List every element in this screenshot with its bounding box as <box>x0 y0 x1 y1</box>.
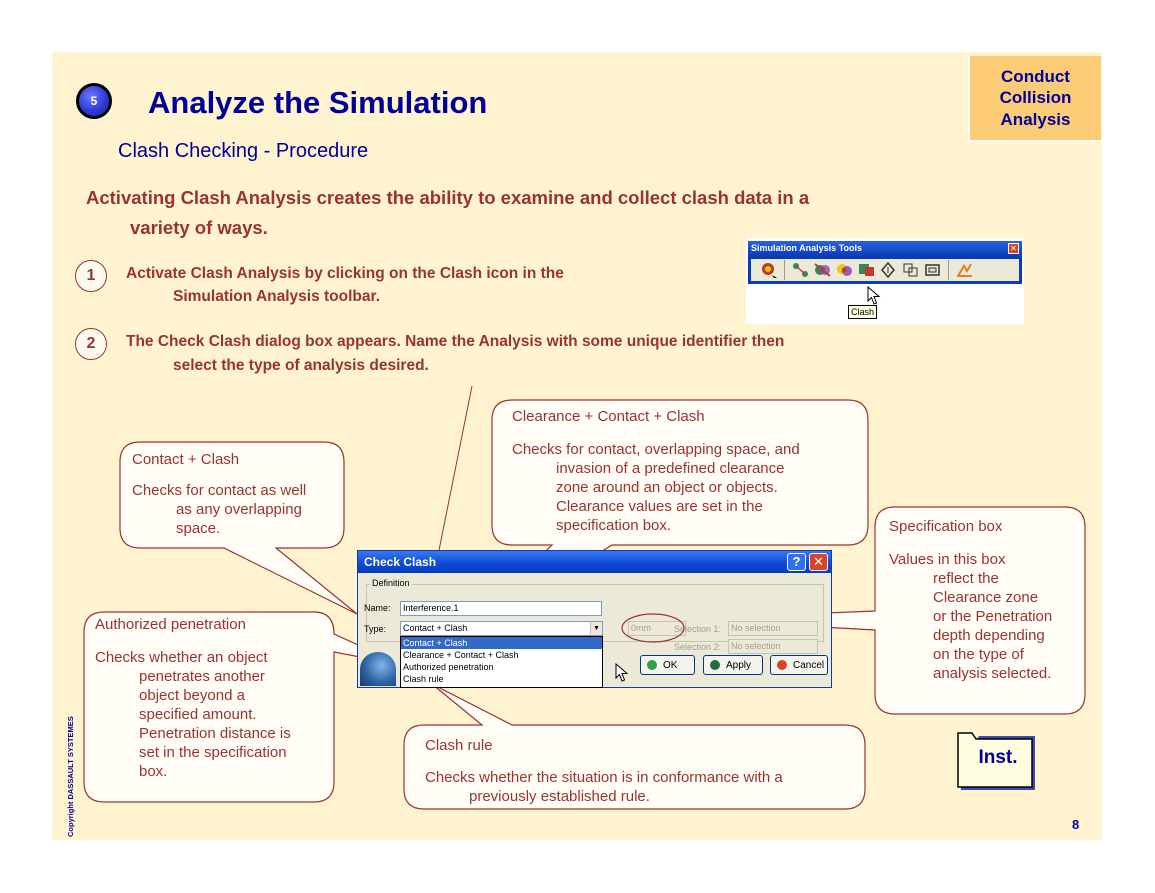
callout-title: Authorized penetration <box>95 616 246 633</box>
check-clash-dialog <box>357 550 832 688</box>
slide <box>52 52 1102 840</box>
intro-text: variety of ways. <box>130 217 268 238</box>
ok-icon <box>647 660 657 670</box>
topic-tag-line: Collision <box>999 88 1072 108</box>
callout-line: set in the specification <box>139 744 287 761</box>
chevron-down-icon[interactable]: ▼ <box>590 622 602 635</box>
apply-label: Apply <box>726 659 752 671</box>
callout-line: previously established rule. <box>469 788 650 805</box>
toolbar-title: Simulation Analysis Tools <box>751 243 863 253</box>
callout-line: analysis selected. <box>933 665 1052 682</box>
callout-line: Clearance values are set in the <box>556 498 763 515</box>
selection1-label: Selection 1: <box>674 624 722 634</box>
callout-line: Penetration distance is <box>139 725 291 742</box>
callout-title: Specification box <box>889 518 1003 535</box>
step-number: 2 <box>75 328 107 360</box>
step-badge: 5 <box>76 83 112 119</box>
callout-line: Clearance zone <box>933 589 1039 606</box>
callout-line: Checks whether the situation is in conformance with a <box>425 769 783 786</box>
cancel-button[interactable] <box>770 655 828 675</box>
callout-line: Checks for contact, overlapping space, and <box>512 441 800 458</box>
callout-line: penetrates another <box>139 668 265 685</box>
step-text: select the type of analysis desired. <box>173 357 429 374</box>
callout-body <box>132 481 342 538</box>
callout-line: zone around an object or objects. <box>556 479 778 496</box>
page-subtitle: Clash Checking - Procedure <box>118 140 369 162</box>
copyright-text: Copyright DASSAULT SYSTEMES <box>66 716 75 837</box>
help-icon[interactable]: ? <box>787 553 806 571</box>
ok-label: OK <box>663 659 678 671</box>
intro-text: Activating Clash Analysis creates the ability to examine and collect clash data in a <box>86 187 810 208</box>
callout-line: reflect the <box>933 570 999 587</box>
type-label: Type: <box>364 624 387 634</box>
callout-line: object beyond a <box>139 687 245 704</box>
topic-tag-line: Analysis <box>1000 109 1071 129</box>
selection2-field[interactable]: No selection <box>728 639 818 654</box>
callout-line: on the type of <box>933 646 1024 663</box>
selection1-field[interactable]: No selection <box>728 621 818 636</box>
callout-line: Checks for contact as well <box>132 482 307 499</box>
cancel-label: Cancel <box>793 659 825 671</box>
callout-body <box>95 648 333 781</box>
type-options-list <box>400 636 603 688</box>
step-text: The Check Clash dialog box appears. Name the Analysis with some unique identifier then <box>126 333 785 350</box>
selection2-label: Selection 2: <box>674 642 722 652</box>
callout-title: Clearance + Contact + Clash <box>512 408 705 425</box>
cursor-icon <box>615 663 629 683</box>
type-option-clash-rule[interactable]: Clash rule <box>403 674 444 684</box>
callout-line: as any overlapping <box>176 501 302 518</box>
type-option-contact-clash[interactable]: Contact + Clash <box>401 637 602 649</box>
step-text: Activate Clash Analysis by clicking on the Clash icon in the <box>126 265 564 282</box>
callout-title: Contact + Clash <box>132 451 240 468</box>
ok-button[interactable] <box>640 655 695 675</box>
definition-label: Definition <box>372 578 410 588</box>
callout-line: Checks whether an object <box>95 649 268 666</box>
close-icon[interactable]: ✕ <box>809 553 828 571</box>
name-label: Name: <box>364 603 391 613</box>
cancel-icon <box>777 660 787 670</box>
callout-line: invasion of a predefined clearance <box>556 460 785 477</box>
page-title: Analyze the Simulation <box>148 85 488 120</box>
copyright <box>66 627 78 837</box>
callout-body <box>889 550 1083 683</box>
clash-tooltip: Clash <box>848 305 877 319</box>
type-dropdown[interactable]: Contact + Clash <box>400 621 603 636</box>
callout-line: Values in this box <box>889 551 1006 568</box>
topic-tag-line: Conduct <box>1001 67 1070 87</box>
type-option-clearance-contact-clash[interactable]: Clearance + Contact + Clash <box>403 650 519 660</box>
step-number: 1 <box>75 260 107 292</box>
type-option-authorized-penetration[interactable]: Authorized penetration <box>403 662 494 672</box>
step-text: Simulation Analysis toolbar. <box>173 288 380 305</box>
name-field[interactable]: Interference.1 <box>400 601 602 616</box>
callout-body <box>425 768 865 806</box>
dialog-titlebar <box>358 551 831 573</box>
callout-line: or the Penetration <box>933 608 1053 625</box>
instructor-label: Inst. <box>978 747 1018 768</box>
page-number: 8 <box>1072 817 1080 832</box>
callout-line: box. <box>139 763 168 780</box>
dialog-title: Check Clash <box>364 555 437 569</box>
apply-button[interactable] <box>703 655 763 675</box>
callout-body <box>512 440 862 535</box>
callout-line: depth depending <box>933 627 1045 644</box>
callout-title: Clash rule <box>425 737 493 754</box>
specification-field[interactable]: 0mm <box>628 621 686 636</box>
callout-line: specified amount. <box>139 706 257 723</box>
close-icon[interactable]: ✕ <box>1008 243 1019 254</box>
callout-line: specification box. <box>556 517 672 534</box>
callout-line: space. <box>176 520 221 537</box>
app-logo-icon <box>360 652 396 686</box>
apply-icon <box>710 660 720 670</box>
